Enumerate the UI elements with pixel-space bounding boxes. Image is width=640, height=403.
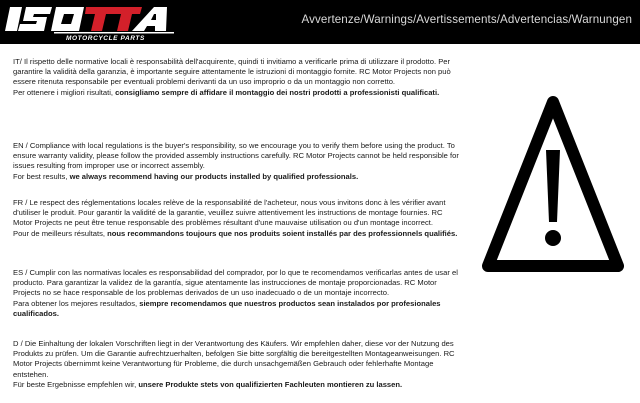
paragraph-it-lead: Per ottenere i migliori risultati,	[13, 87, 116, 97]
page-title: Avvertenze/Warnings/Avertissements/Advertencias/Warnungen	[301, 13, 632, 26]
paragraph-fr	[13, 198, 463, 239]
warning-triangle-icon	[482, 94, 624, 274]
paragraph-de-text: D / Die Einhaltung der lokalen Vorschriften liegt in der Verantwortung des Käufers. Wir empfehlen daher, diese vor der Nutzung des Produkts zu prüfen. Um die Garantie aufrechtzuerhalten, befolgen Sie bitte sorgfältig die bereitgestellten Montageanweisungen. RC Motor Projects übernimmt keine Verantwortung für Probleme, die durch unsachgemäßen Gebrauch oder fehlerhafte Montage entstehen.	[13, 339, 455, 379]
paragraph-fr-recommendation: nous recommandons toujours que nos produits soient installés par des professionnels qualifiés.	[107, 228, 458, 238]
paragraph-fr-text: FR / Le respect des réglementations locales relève de la responsabilité de l'acheteur, nous vous invitons donc à les vérifier avant d'utiliser le produit. Pour garantir la validité de la garantie, veuillez suivre attentivement les instructions de montage fournies. RC Motor Projects ne peut être tenue responsable des problèmes résultant d'une mauvaise utilisation ou d'un montage incorrect.	[13, 198, 446, 228]
paragraph-en-text: EN / Compliance with local regulations is the buyer's responsibility, so we encourage you to verify them before using the product. To ensure warranty validity, please follow the provided assembly instructions carefully. RC Motor Projects cannot be held responsible for issues resulting from improper use or incorrect assembly.	[13, 141, 459, 171]
paragraph-it-text: IT/ Il rispetto delle normative locali è responsabilità dell'acquirente, quindi ti invitiamo a verificarle prima di utilizzare il prodotto. Per garantire la validità della garanzia, è importante seguire attentamente le istruzioni di montaggio fornite. RC Motor Projects non può essere ritenuta responsabile per eventuali problemi derivanti da un uso improprio o da un montaggio non corretto.	[13, 57, 451, 87]
isotta-logo-icon	[4, 1, 184, 41]
paragraph-es-recommendation: siempre recomendamos que nuestros productos sean instalados por profesionales cualificados.	[13, 298, 441, 318]
logo-subtitle: MOTORCYCLE PARTS	[66, 35, 145, 41]
header-bar	[0, 0, 640, 44]
paragraph-de-recommendation: unsere Produkte stets von qualifizierten Fachleuten montieren zu lassen.	[138, 379, 403, 389]
paragraph-fr-lead: Pour de meilleurs résultats,	[13, 228, 108, 238]
paragraph-es-lead: Para obtener los mejores resultados,	[13, 298, 140, 308]
paragraph-de-lead: Für beste Ergebnisse empfehlen wir,	[13, 379, 139, 389]
paragraph-it	[13, 57, 463, 98]
paragraph-en	[13, 141, 463, 182]
paragraph-it-recommendation: consigliamo sempre di affidare il montaggio dei nostri prodotti a professionisti qualificati.	[115, 87, 440, 97]
paragraph-en-recommendation: we always recommend having our products installed by qualified professionals.	[69, 171, 359, 181]
paragraph-en-lead: For best results,	[13, 171, 70, 181]
paragraph-es	[13, 268, 463, 319]
brand-logo	[4, 1, 184, 41]
paragraph-es-text: ES / Cumplir con las normativas locales es responsabilidad del comprador, por lo que te recomendamos verificarlas antes de usar el producto. Para garantizar la validez de la garantía, sigue atentamente las instrucciones de montaje proporcionadas. RC Motor Projects no se hace responsable de los problemas derivados de un uso inadecuado o de un montaje incorrecto.	[13, 268, 458, 298]
paragraph-de	[13, 339, 463, 390]
